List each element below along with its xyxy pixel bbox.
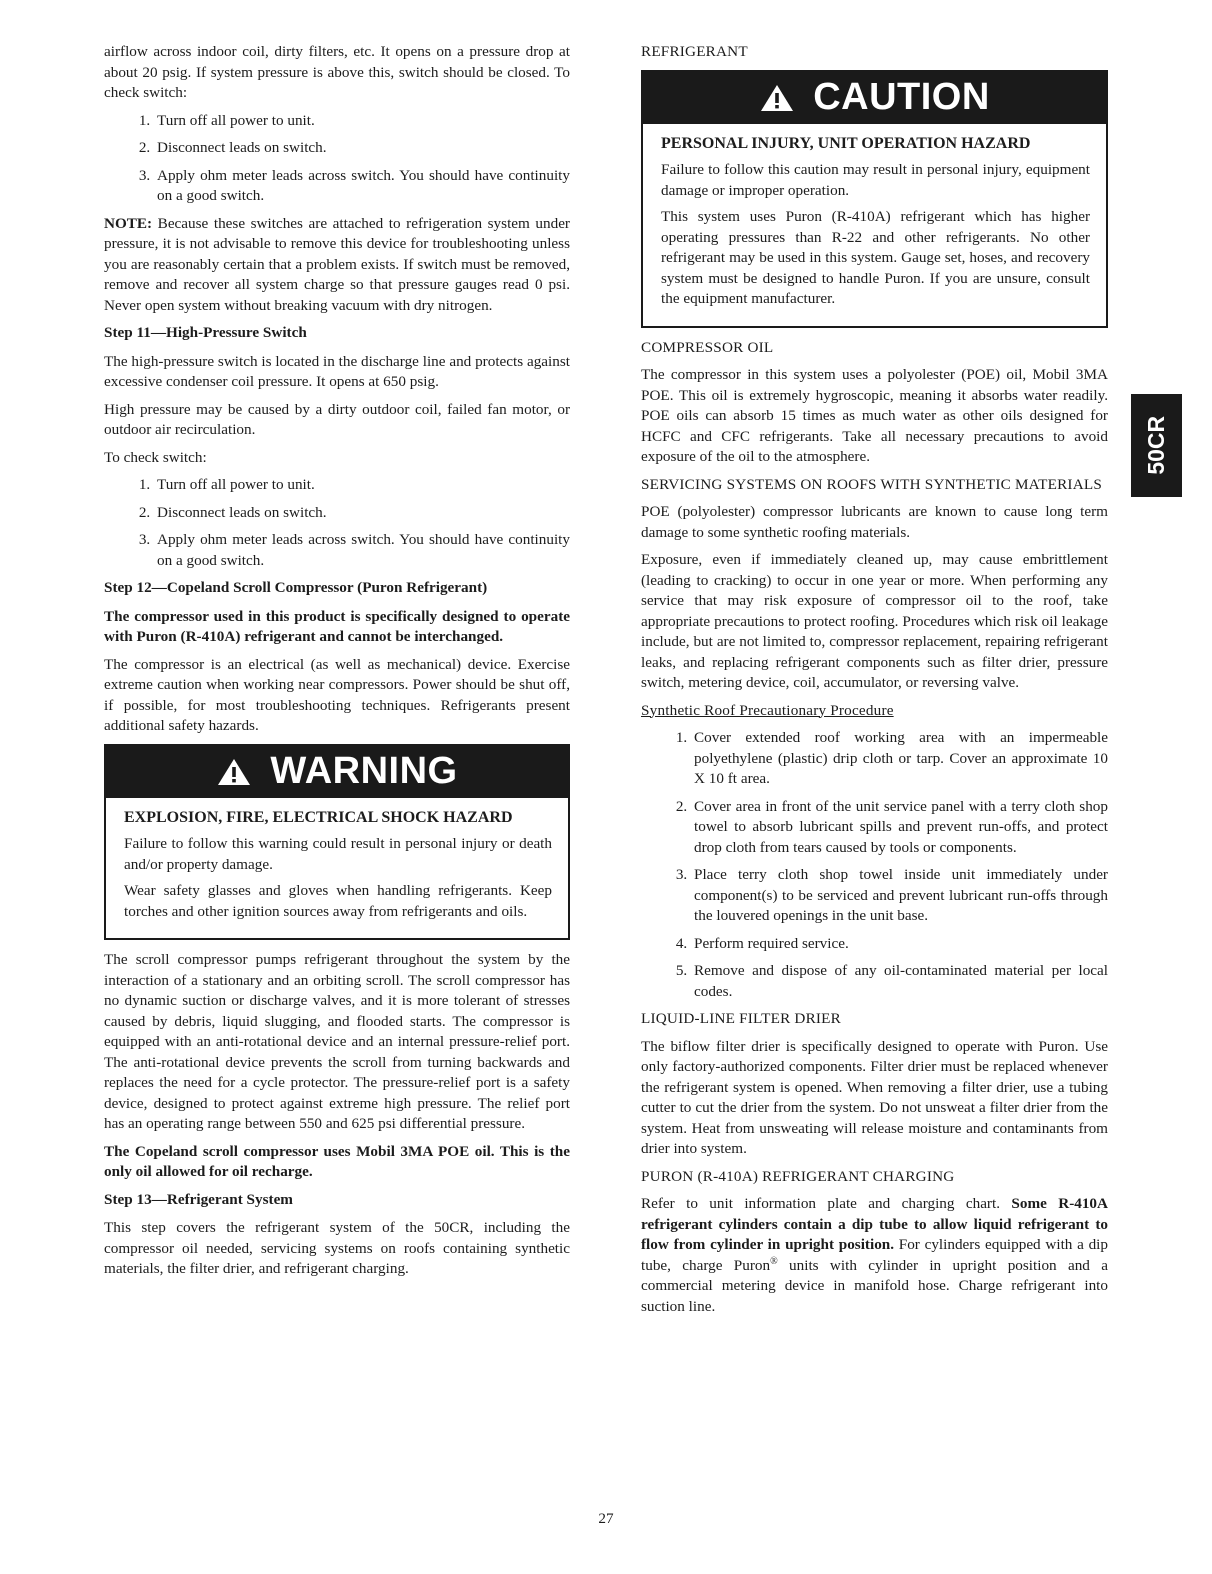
list-item: 1. Turn off all power to unit. (154, 111, 570, 132)
list-item: 5. Remove and dispose of any oil-contaminated material per local codes. (691, 961, 1108, 1002)
right-column (641, 42, 1108, 1324)
warning-body (106, 798, 568, 939)
charging-paragraph (641, 1194, 1108, 1317)
warning-banner (106, 746, 568, 798)
charging-text-bold: Some R-410A refrigerant cylinders contain a dip tube to allow liquid refrigerant to flow from cylinder in upright position. (641, 1195, 1108, 1253)
list-item: 3. Apply ohm meter leads across switch. You should have continuity on a good switch. (154, 530, 570, 571)
caution-title: PERSONAL INJURY, UNIT OPERATION HAZARD (661, 134, 1031, 152)
check-switch-list-1 (104, 111, 570, 207)
warning-text-1: Failure to follow this warning could result in personal injury or death and/or property damage. (124, 835, 552, 873)
filter-drier-heading: LIQUID-LINE FILTER DRIER (641, 1010, 841, 1027)
airflow-paragraph: airflow across indoor coil, dirty filters, etc. It opens on a pressure drop at about 20 psig. If system pressure is above this, switch should be closed. To check switch: (104, 43, 570, 101)
warning-title: EXPLOSION, FIRE, ELECTRICAL SHOCK HAZARD (124, 808, 513, 826)
warning-text-2: Wear safety glasses and gloves when handling refrigerants. Keep torches and other ignition sources away from refrigerants and oils. (124, 882, 552, 920)
caution-text-1: Failure to follow this caution may result in personal injury, equipment damage or improper operation. (661, 161, 1090, 199)
note-text: Because these switches are attached to refrigeration system under pressure, it is not advisable to remove this device for troubleshooting unless you are reasonably certain that a problem exists. If switch must be removed, remove and recover all system charge so that pressure gauges read 0 psi. Never open system without breaking vacuum with dry nitrogen. (104, 214, 570, 314)
filter-drier-paragraph: The biflow filter drier is specifically designed to operate with Puron. Use only factory-authorized components. Filter drier must be replaced whenever the refrigerant system is opened. When removing a filter drier, use a tubing cutter to cut the drier from the system. Do not unsweat a filter drier from the system. Heat from unsweating will release moisture and contaminants from drier into system. (641, 1037, 1108, 1157)
charging-text-b: For cylinders equipped with a dip tube, charge Puron (641, 1236, 1108, 1274)
caution-banner-text: CAUTION (813, 76, 990, 119)
procedure-heading: Synthetic Roof Precautionary Procedure (641, 701, 894, 719)
warning-banner-text: WARNING (270, 750, 458, 793)
list-item: 2. Cover area in front of the unit service panel with a terry cloth shop towel to absorb lubricant spills and prevent run-offs, and protect drop cloth from tears caused by tools or components. (691, 797, 1108, 859)
list-item: 4. Perform required service. (691, 934, 1108, 955)
note-label: NOTE: (104, 214, 153, 232)
list-item: 2. Disconnect leads on switch. (154, 503, 570, 524)
high-pressure-paragraph-1: The high-pressure switch is located in the discharge line and protects against excessive condenser coil pressure. It opens at 650 psig. (104, 352, 570, 390)
roofs-paragraph-1: POE (polyolester) compressor lubricants are known to cause long term damage to some synthetic roofing materials. (641, 503, 1108, 541)
mobil-oil-paragraph: The Copeland scroll compressor uses Mobil 3MA POE oil. This is the only oil allowed for oil recharge. (104, 1142, 570, 1180)
warning-box (104, 744, 570, 941)
list-item: 3. Apply ohm meter leads across switch. You should have continuity on a good switch. (154, 166, 570, 207)
charging-heading: PURON (R-410A) REFRIGERANT CHARGING (641, 1167, 955, 1185)
check-switch-paragraph: To check switch: (104, 448, 207, 466)
caution-triangle-icon (759, 83, 795, 113)
list-item: 3. Place terry cloth shop towel inside unit immediately under component(s) to be serviced and prevent lubricant run-offs through the louvered openings in the unit base. (691, 865, 1108, 927)
section-tab-label: 50CR (1143, 416, 1170, 475)
warning-triangle-icon (216, 757, 252, 787)
charging-text-a: Refer to unit information plate and charging chart. (641, 1195, 1012, 1212)
registered-mark: ® (770, 1255, 778, 1267)
page-number: 27 (598, 1510, 614, 1527)
procedure-list (641, 728, 1108, 1002)
caution-body (643, 124, 1106, 326)
electrical-device-paragraph: The compressor is an electrical (as well as mechanical) device. Exercise extreme caution when working near compressors. Power should be shut off, if possible, for most troubleshooting techniques. Refrigerants present additional safety hazards. (104, 655, 570, 734)
refrigerant-heading: REFRIGERANT (641, 43, 748, 60)
roofs-paragraph-2: Exposure, even if immediately cleaned up, may cause embrittlement (leading to cracking) to occur in one year or more. When performing any service that may risk exposure of compressor oil to the roof, take appropriate precautions to protect roofing. Procedures which risk oil leakage include, but are not limited to, compressor replacement, repairing refrigerant leaks, and replacing refrigerant components such as filter drier, pressure switch, metering device, coil, accumulator, or reversing valve. (641, 551, 1108, 691)
note-paragraph (104, 214, 570, 317)
step-13-heading: Step 13—Refrigerant System (104, 1190, 293, 1208)
high-pressure-paragraph-2: High pressure may be caused by a dirty outdoor coil, failed fan motor, or outdoor air recirculation. (104, 400, 570, 438)
list-item: 1. Turn off all power to unit. (154, 475, 570, 496)
section-tab (1131, 394, 1182, 497)
step-12-heading: Step 12—Copeland Scroll Compressor (Puron Refrigerant) (104, 579, 488, 596)
charging-text-c: units with cylinder in upright position and a commercial metering device in manifold hose. Charge refrigerant into suction line. (641, 1256, 1108, 1315)
check-switch-list-2 (104, 475, 570, 571)
compressor-designed-paragraph: The compressor used in this product is specifically designed to operate with Puron (R-410A) refrigerant and cannot be interchanged. (104, 607, 570, 645)
step-13-paragraph: This step covers the refrigerant system of the 50CR, including the compressor oil needed, servicing systems on roofs containing synthetic materials, the filter drier, and refrigerant charging. (104, 1219, 570, 1277)
scroll-compressor-paragraph: The scroll compressor pumps refrigerant throughout the system by the interaction of a stationary and an orbiting scroll. The scroll compressor has no dynamic suction or discharge valves, and it is more tolerant of stresses caused by debris, liquid slugging, and flooded starts. The compressor is equipped with an anti-rotational device and an internal pressure-relief port. The anti-rotational device prevents the scroll from turning backwards and replaces the need for a cycle protector. The pressure-relief port is a safety device, designed to protect against extreme high pressure. The relief port has an operating range between 550 and 625 psi differential pressure. (104, 951, 570, 1132)
caution-box (641, 70, 1108, 328)
roofs-heading: SERVICING SYSTEMS ON ROOFS WITH SYNTHETIC MATERIALS (641, 475, 1102, 493)
step-11-heading: Step 11—High-Pressure Switch (104, 324, 307, 341)
list-item: 2. Disconnect leads on switch. (154, 138, 570, 159)
caution-banner (643, 72, 1106, 124)
caution-text-2: This system uses Puron (R-410A) refrigerant which has higher operating pressures than R-22 and other refrigerants. No other refrigerant may be used in this system. Gauge set, hoses, and recovery system must be designed to handle Puron. If you are unsure, consult the equipment manufacturer. (661, 208, 1090, 307)
left-column (104, 42, 570, 1287)
compressor-oil-paragraph: The compressor in this system uses a polyolester (POE) oil, Mobil 3MA POE. This oil is extremely hygroscopic, meaning it absorbs water readily. POE oils can absorb 15 times as much water as other oils designed for HCFC and CFC refrigerants. Take all necessary precautions to avoid exposure of the oil to the atmosphere. (641, 366, 1108, 465)
compressor-oil-heading: COMPRESSOR OIL (641, 338, 774, 356)
list-item: 1. Cover extended roof working area with an impermeable polyethylene (plastic) drip cloth or tarp. Cover an approximate 10 X 10 ft area. (691, 728, 1108, 790)
